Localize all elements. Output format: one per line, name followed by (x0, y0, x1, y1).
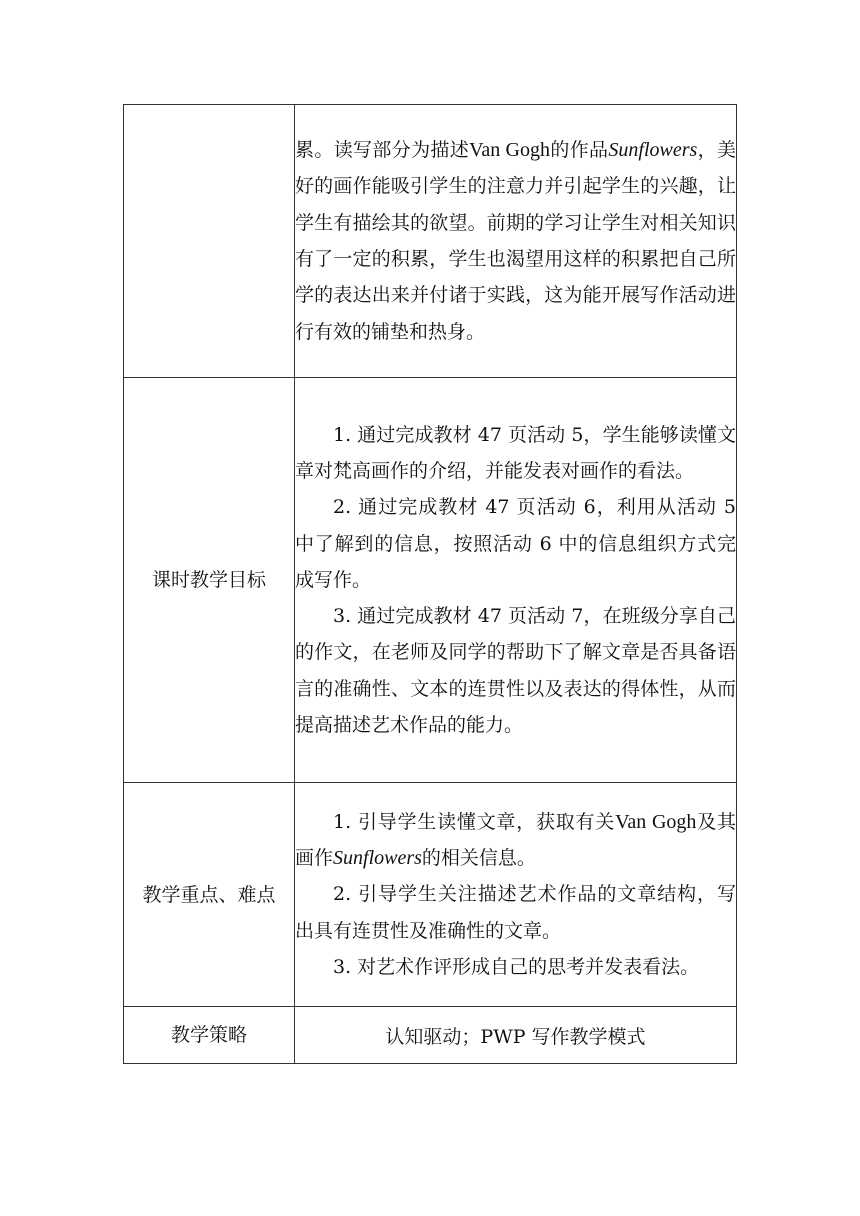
key-point-text-c: 及其画作 (295, 810, 736, 870)
background-content-cell (295, 105, 737, 378)
artist-name: Van Gogh (615, 810, 697, 833)
background-text-a: 累。读写部分为描述 (295, 139, 470, 162)
artist-name: Van Gogh (469, 139, 550, 162)
strategy-value: 认知驱动；PWP 写作教学模式 (295, 1007, 737, 1064)
table-row-objectives (124, 378, 737, 783)
artwork-title: Sunflowers (608, 139, 698, 162)
key-point-item (295, 804, 736, 877)
key-point-item: 3. 对艺术作评形成自己的思考并发表看法。 (333, 955, 700, 978)
table-row-background (124, 105, 737, 378)
background-paragraph (295, 132, 736, 350)
key-point-text-a: 1. 引导学生读懂文章，获取有关 (333, 810, 616, 833)
objective-item: 3. 通过完成教材 47 页活动 7，在班级分享自己的作文，在老师及同学的帮助下了解文章是否具备语言的准确性、文本的连贯性以及表达的得体性，从而提高描述艺术作品的能力。 (295, 605, 736, 737)
background-text-e: ，美好的画作能吸引学生的注意力并引起学生的兴趣，让学生有描绘其的欲望。前期的学习让学生对相关知识有了一定的积累，学生也渴望用这样的积累把自己所学的表达出来并付诸于实践，这为能开展写作活动进行有效的铺垫和热身。 (295, 139, 736, 343)
table-row-key-points (124, 783, 737, 1007)
key-point-text-e: 的相关信息。 (421, 847, 536, 870)
objectives-content-cell (295, 378, 737, 783)
objectives-label: 课时教学目标 (124, 378, 295, 783)
artwork-title: Sunflowers (333, 847, 422, 870)
objective-item: 1. 通过完成教材 47 页活动 5，学生能够读懂文章对梵高画作的介绍，并能发表对画作的看法。 (295, 423, 736, 482)
strategy-label: 教学策略 (124, 1007, 295, 1064)
table-row-strategy (124, 1007, 737, 1064)
lesson-plan-table (123, 104, 737, 1064)
background-text-c: 的作品 (550, 139, 609, 162)
key-points-label: 教学重点、难点 (124, 783, 295, 1007)
key-points-content-cell (295, 783, 737, 1007)
key-point-item: 2. 引导学生关注描述艺术作品的文章结构，写出具有连贯性及准确性的文章。 (295, 883, 736, 942)
objective-item: 2. 通过完成教材 47 页活动 6，利用从活动 5 中了解到的信息，按照活动 6 中的信息组织方式完成写作。 (295, 496, 736, 591)
row-label-empty (124, 105, 295, 378)
